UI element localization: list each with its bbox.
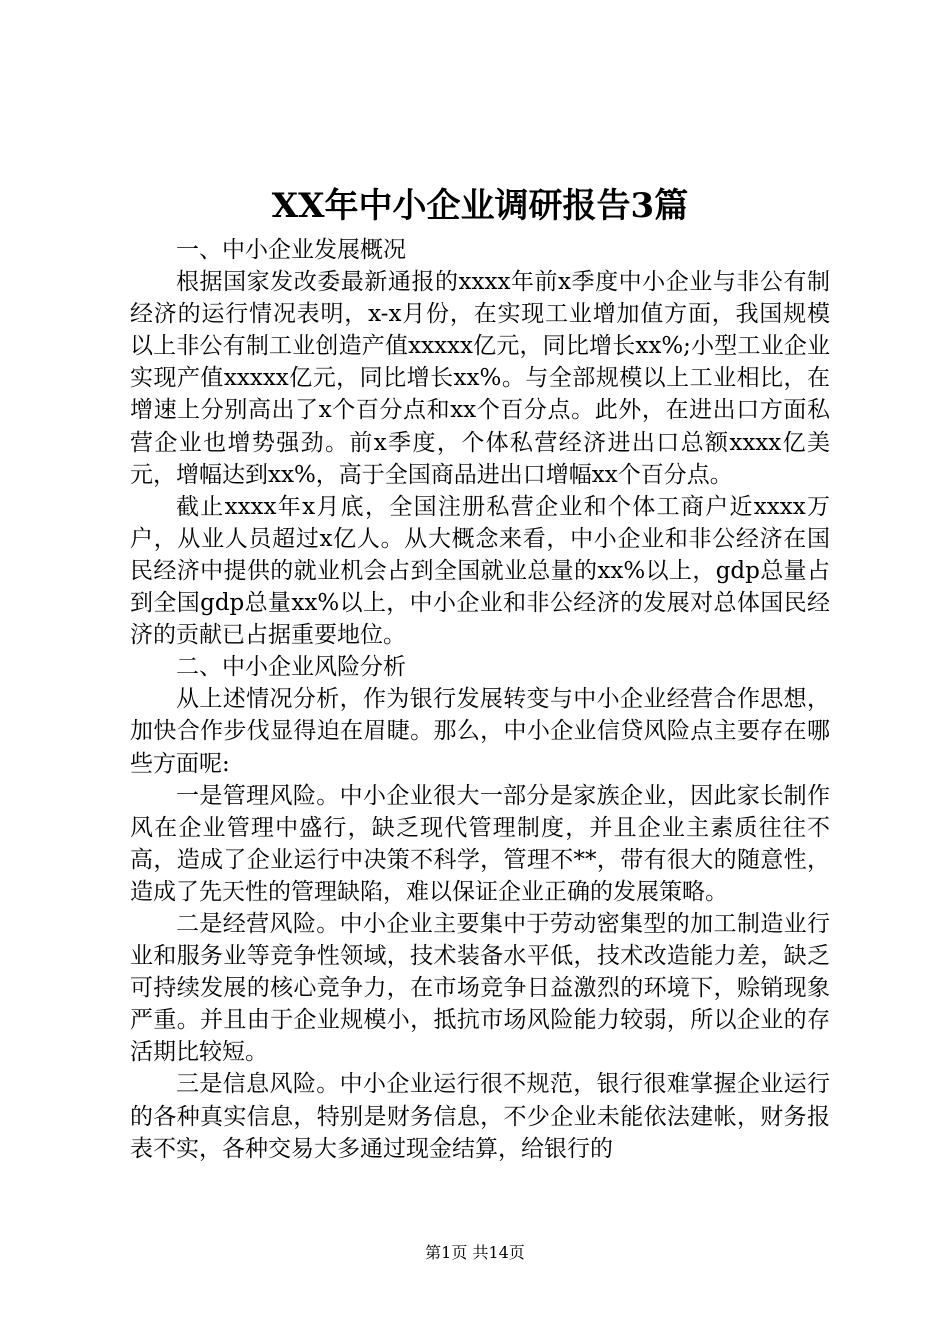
paragraph-operating-risk: 二是经营风险。中小企业主要集中于劳动密集型的加工制造业行业和服务业等竞争性领域，技术装备水平低，技术改造能力差，缺乏可持续发展的核心竞争力，在市场竞争日益激烈的环境下，赊销现象严重。并且由于企业规模小，抵抗市场风险能力较弱，所以企业的存活期比较短。 — [130, 910, 830, 1066]
document-title: XX年中小企业调研报告3篇 — [271, 186, 689, 226]
page-number: 第1页 共14页 — [425, 1243, 525, 1262]
paragraph-registration-stats: 截止xxxx年x月底，全国注册私营企业和个体工商户近xxxx万户，从业人员超过x亿人。从大概念来看，中小企业和非公经济在国民经济中提供的就业机会占到全国就业总量的xx%以上，gdp总量占到全国gdp总量xx%以上，中小企业和非公经济的发展对总体国民经济的贡献已占据重要地位。 — [130, 493, 830, 649]
document-body — [130, 234, 830, 1165]
paragraph-risk-intro: 从上述情况分析，作为银行发展转变与中小企业经营合作思想，加快合作步伐显得迫在眉睫。那么，中小企业信贷风险点主要存在哪些方面呢: — [130, 686, 830, 777]
paragraph-economic-status: 根据国家发改委最新通报的xxxx年前x季度中小企业与非公有制经济的运行情况表明，x-x月份，在实现工业增加值方面，我国规模以上非公有制工业创造产值xxxxx亿元，同比增长xx%;小型工业企业实现产值xxxxx亿元，同比增长xx%。与全部规模以上工业相比，在增速上分别高出了x个百分点和xx个百分点。此外，在进出口方面私营企业也增势强劲。前x季度，个体私营经济进出口总额xxxx亿美元，增幅达到xx%，高于全国商品进出口增幅xx个百分点。 — [130, 269, 830, 488]
section-heading-overview: 一、中小企业发展概况 — [176, 237, 406, 263]
section-heading-risk-analysis: 二、中小企业风险分析 — [176, 654, 406, 681]
paragraph-information-risk: 三是信息风险。中小企业运行很不规范，银行很难掌握企业运行的各种真实信息，特别是财务信息，不少企业未能依法建帐，财务报表不实，各种交易大多通过现金结算，给银行的 — [130, 1071, 830, 1162]
paragraph-management-risk: 一是管理风险。中小企业很大一部分是家族企业，因此家长制作风在企业管理中盛行，缺乏现代管理制度，并且企业主素质往往不高，造成了企业运行中决策不科学，管理不**，带有很大的随意性，造成了先天性的管理缺陷，难以保证企业正确的发展策略。 — [130, 782, 830, 905]
